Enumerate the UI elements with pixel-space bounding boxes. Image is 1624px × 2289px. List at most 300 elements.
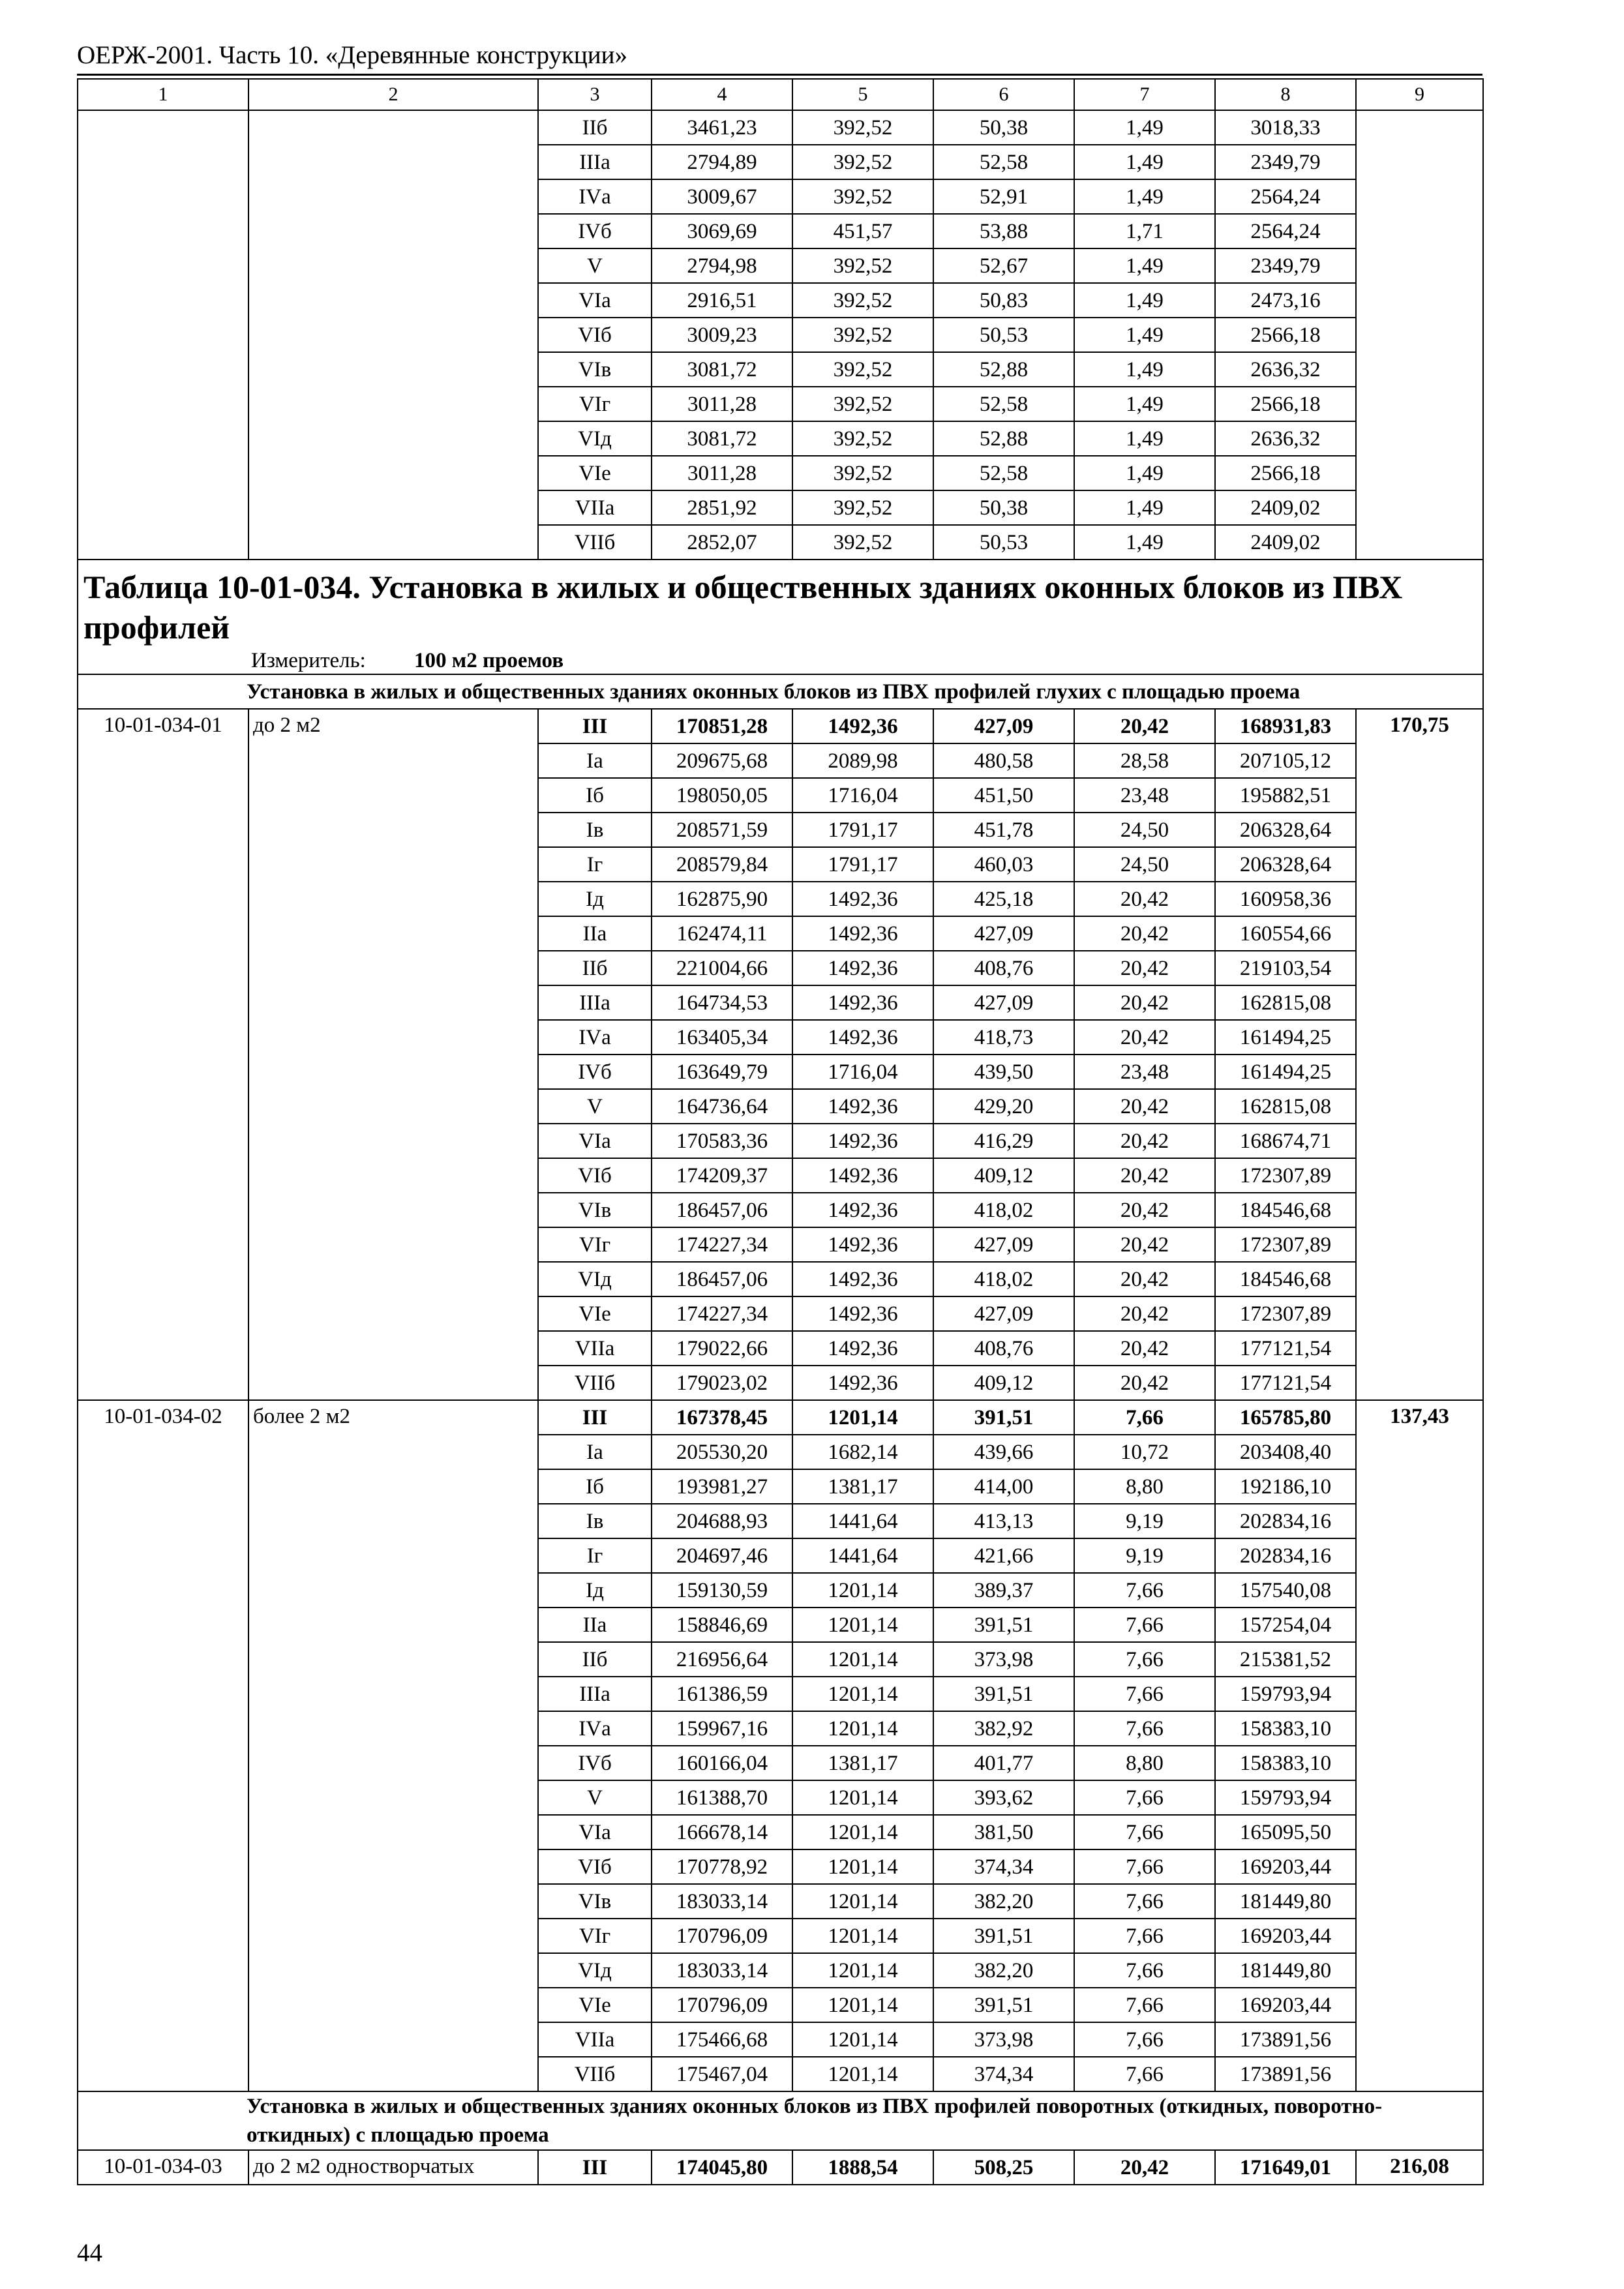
table-cell: 427,09 [933,1227,1074,1262]
table-cell: 392,52 [792,179,933,214]
table-cell: 2409,02 [1215,525,1356,560]
table-cell: 418,02 [933,1193,1074,1227]
table-cell: 1201,14 [792,1677,933,1711]
table-cell: 174209,37 [652,1158,792,1193]
table-cell: 1,49 [1074,490,1215,525]
table-cell: 391,51 [933,1400,1074,1435]
table-cell: 50,53 [933,525,1074,560]
table-cell: 2566,18 [1215,456,1356,490]
table-cell: 1682,14 [792,1435,933,1469]
table-cell: 219103,54 [1215,951,1356,985]
table-cell: 9,19 [1074,1504,1215,1538]
table-cell: VIе [538,1988,652,2022]
table-cell: 1,49 [1074,145,1215,179]
table-cell: 161494,25 [1215,1055,1356,1089]
table-cell: 7,66 [1074,1884,1215,1919]
table-cell: 7,66 [1074,1400,1215,1435]
table-cell: 413,13 [933,1504,1074,1538]
table-cell: 7,66 [1074,1953,1215,1988]
table-cell: 1492,36 [792,1193,933,1227]
table-cell: 2566,18 [1215,318,1356,352]
table-cell: 50,83 [933,283,1074,318]
table-cell: 161388,70 [652,1780,792,1815]
table-cell: 2916,51 [652,283,792,318]
table-title: Таблица 10-01-034. Установка в жилых и общественных зданиях оконных блоков из ПВХ профилей [78,560,1483,648]
table-cell: 204697,46 [652,1538,792,1573]
table-cell: 20,42 [1074,1366,1215,1400]
table-cell: 1,49 [1074,525,1215,560]
table-cell: 1441,64 [792,1538,933,1573]
table-cell: 203408,40 [1215,1435,1356,1469]
table-cell: Iд [538,1573,652,1608]
table-cell: 3081,72 [652,352,792,387]
table-cell: 1492,36 [792,1331,933,1366]
table-cell: 1201,14 [792,1919,933,1953]
table-cell: IVб [538,1055,652,1089]
table-cell: 7,66 [1074,1919,1215,1953]
table-cell: 439,66 [933,1435,1074,1469]
table-cell: 52,58 [933,456,1074,490]
table-cell: 508,25 [933,2150,1074,2185]
table-cell: 183033,14 [652,1953,792,1988]
table-cell: 392,52 [792,456,933,490]
table-cell: 392,52 [792,352,933,387]
table-cell: 7,66 [1074,1711,1215,1746]
table-cell: 50,53 [933,318,1074,352]
table-cell: 208579,84 [652,847,792,882]
table-cell: IVа [538,179,652,214]
table-cell: 20,42 [1074,1262,1215,1296]
table-cell: 24,50 [1074,847,1215,882]
group-title-row [78,2091,1483,2150]
table-cell: 160166,04 [652,1746,792,1780]
table-cell: 174227,34 [652,1296,792,1331]
table-cell: 208571,59 [652,813,792,847]
table-cell: 374,34 [933,2057,1074,2091]
measure-value: 100 м2 проемов [414,649,564,672]
table-cell: 392,52 [792,387,933,421]
table-cell: 427,09 [933,709,1074,743]
table-cell: 1201,14 [792,2057,933,2091]
table-cell: 28,58 [1074,743,1215,778]
table-cell: 20,42 [1074,985,1215,1020]
table-cell: 1,71 [1074,214,1215,248]
table-cell: 427,09 [933,1296,1074,1331]
table-cell: 382,92 [933,1711,1074,1746]
table-cell: 392,52 [792,248,933,283]
table-cell: VIг [538,1919,652,1953]
table-cell: 158383,10 [1215,1711,1356,1746]
table-cell: 204688,93 [652,1504,792,1538]
table-cell: 168931,83 [1215,709,1356,743]
table-cell: 186457,06 [652,1262,792,1296]
table-cell: 20,42 [1074,1158,1215,1193]
table-cell: VIе [538,456,652,490]
table-cell: 165095,50 [1215,1815,1356,1849]
table-cell: III [538,2150,652,2185]
table-cell: 183033,14 [652,1884,792,1919]
table-row [78,110,1483,145]
table-cell: 167378,45 [652,1400,792,1435]
table-cell: 2564,24 [1215,179,1356,214]
table-cell: 460,03 [933,847,1074,882]
table-cell: VIв [538,1884,652,1919]
table-cell: IVа [538,1020,652,1055]
table-cell: 7,66 [1074,1988,1215,2022]
table-cell: V [538,248,652,283]
table-cell: 52,88 [933,421,1074,456]
table-cell: 23,48 [1074,778,1215,813]
table-cell: 177121,54 [1215,1331,1356,1366]
table-cell: 1492,36 [792,1158,933,1193]
table-cell: VIIб [538,2057,652,2091]
table-cell: 179023,02 [652,1366,792,1400]
table-cell: 1201,14 [792,1849,933,1884]
table-cell: 221004,66 [652,951,792,985]
table-cell: 1492,36 [792,951,933,985]
table-cell: 1791,17 [792,813,933,847]
table-cell: 159130,59 [652,1573,792,1608]
column-number: 7 [1074,79,1215,110]
table-cell: 1201,14 [792,1780,933,1815]
table-cell: IIIа [538,985,652,1020]
table-cell: 1201,14 [792,1884,933,1919]
table-cell: 408,76 [933,1331,1074,1366]
table-cell: 451,57 [792,214,933,248]
table-cell: 20,42 [1074,916,1215,951]
table-cell: VIб [538,1158,652,1193]
group-title-row [78,674,1483,709]
table-title-row [78,560,1483,648]
table-cell: VIб [538,318,652,352]
table-cell: 216956,64 [652,1642,792,1677]
table-cell: 20,42 [1074,2150,1215,2185]
table-cell: 392,52 [792,145,933,179]
table-cell: 173891,56 [1215,2022,1356,2057]
table-cell: 373,98 [933,1642,1074,1677]
table-cell: Iд [538,882,652,916]
table-cell: 52,88 [933,352,1074,387]
table-cell: VIIа [538,2022,652,2057]
table-cell: 391,51 [933,1988,1074,2022]
table-cell: Iв [538,813,652,847]
table-cell: 382,20 [933,1884,1074,1919]
table-cell: 2636,32 [1215,352,1356,387]
table-cell: 174045,80 [652,2150,792,2185]
table-cell: 23,48 [1074,1055,1215,1089]
table-cell: IVб [538,1746,652,1780]
table-cell: 392,52 [792,525,933,560]
table-cell: V [538,1089,652,1124]
table-cell: 427,09 [933,916,1074,951]
table-cell: 429,20 [933,1089,1074,1124]
table-cell: 7,66 [1074,2057,1215,2091]
table-cell: Iа [538,743,652,778]
table-cell: 7,66 [1074,1849,1215,1884]
table-cell: 207105,12 [1215,743,1356,778]
table-cell: IVб [538,214,652,248]
table-cell: 170796,09 [652,1988,792,2022]
table-cell: 1201,14 [792,1642,933,1677]
table-cell: 392,52 [792,283,933,318]
table-cell: 20,42 [1074,951,1215,985]
table-cell: 392,52 [792,421,933,456]
table-cell: 1201,14 [792,1953,933,1988]
table-cell: Iб [538,778,652,813]
table-cell: 20,42 [1074,1296,1215,1331]
table-cell: 2636,32 [1215,421,1356,456]
table-cell: 2852,07 [652,525,792,560]
table-cell: 3009,67 [652,179,792,214]
table-cell: 195882,51 [1215,778,1356,813]
table-cell: 20,42 [1074,709,1215,743]
table-cell: 20,42 [1074,1193,1215,1227]
table-cell: 382,20 [933,1953,1074,1988]
table-cell: 20,42 [1074,1124,1215,1158]
table-cell: 50,38 [933,110,1074,145]
table-cell: 20,42 [1074,1227,1215,1262]
continuation-code-cell [78,110,248,560]
table-cell: 1716,04 [792,1055,933,1089]
table-cell: 414,00 [933,1469,1074,1504]
table-cell: V [538,1780,652,1815]
table-cell: 169203,44 [1215,1849,1356,1884]
table-row [78,2150,1483,2185]
table-cell: 1492,36 [792,1366,933,1400]
table-cell: 164734,53 [652,985,792,1020]
table-cell: 416,29 [933,1124,1074,1158]
table-cell: 418,73 [933,1020,1074,1055]
item-name: до 2 м2 [248,709,538,1400]
labor-cost-cell: 170,75 [1356,709,1483,1400]
column-number: 6 [933,79,1074,110]
item-name: до 2 м2 одностворчатых [248,2150,538,2185]
table-cell: VIа [538,1815,652,1849]
table-cell: 381,50 [933,1815,1074,1849]
table-cell: 3018,33 [1215,110,1356,145]
table-cell: 2566,18 [1215,387,1356,421]
table-cell: 2564,24 [1215,214,1356,248]
table-cell: 1381,17 [792,1469,933,1504]
table-cell: 161494,25 [1215,1020,1356,1055]
table-cell: 215381,52 [1215,1642,1356,1677]
table-cell: VIв [538,1193,652,1227]
table-cell: 480,58 [933,743,1074,778]
running-header: ОЕРЖ-2001. Часть 10. «Деревянные конструкции» [77,41,628,69]
table-cell: 1201,14 [792,1608,933,1642]
table-cell: VIб [538,1849,652,1884]
table-cell: 172307,89 [1215,1296,1356,1331]
table-cell: 1492,36 [792,882,933,916]
table-cell: 1492,36 [792,1296,933,1331]
table-cell: 177121,54 [1215,1366,1356,1400]
table-cell: 1492,36 [792,1227,933,1262]
table-cell: 1,49 [1074,318,1215,352]
table-cell: 162815,08 [1215,985,1356,1020]
table-cell: 173891,56 [1215,2057,1356,2091]
table-cell: 427,09 [933,985,1074,1020]
group-title: Установка в жилых и общественных зданиях оконных блоков из ПВХ профилей поворотных (откидных, поворотно-откидных) с площадью проема [78,2091,1483,2150]
table-cell: 8,80 [1074,1469,1215,1504]
table-cell: 1201,14 [792,1400,933,1435]
table-cell: 3461,23 [652,110,792,145]
table-cell: VIIа [538,1331,652,1366]
table-cell: 1888,54 [792,2150,933,2185]
table-cell: 392,52 [792,490,933,525]
table-cell: 391,51 [933,1677,1074,1711]
table-cell: 206328,64 [1215,813,1356,847]
table-cell: 163405,34 [652,1020,792,1055]
table-cell: 2851,92 [652,490,792,525]
table-cell: IIIа [538,145,652,179]
table-cell: 158846,69 [652,1608,792,1642]
table-cell: 205530,20 [652,1435,792,1469]
table-cell: 1201,14 [792,1711,933,1746]
table-cell: 20,42 [1074,1020,1215,1055]
table-cell: 159793,94 [1215,1780,1356,1815]
table-cell: 209675,68 [652,743,792,778]
table-cell: Iб [538,1469,652,1504]
table-cell: III [538,1400,652,1435]
table-cell: VIа [538,283,652,318]
table-cell: 9,19 [1074,1538,1215,1573]
table-cell: 409,12 [933,1158,1074,1193]
group-title: Установка в жилых и общественных зданиях оконных блоков из ПВХ профилей глухих с площадью проема [78,674,1483,709]
table-cell: 1,49 [1074,456,1215,490]
labor-cost-cell: 216,08 [1356,2150,1483,2185]
table-cell: 202834,16 [1215,1504,1356,1538]
table-cell: 186457,06 [652,1193,792,1227]
measure-cell [78,648,1483,674]
item-code: 10-01-034-03 [78,2150,248,2185]
table-cell: VIд [538,1953,652,1988]
table-cell: 439,50 [933,1055,1074,1089]
table-cell: 392,52 [792,318,933,352]
table-cell: 391,51 [933,1919,1074,1953]
column-number: 2 [248,79,538,110]
rates-table [77,78,1484,2185]
table-cell: VIд [538,421,652,456]
table-cell: IIб [538,951,652,985]
table-cell: 408,76 [933,951,1074,985]
table-cell: 1201,14 [792,1573,933,1608]
table-cell: VIд [538,1262,652,1296]
table-cell: 162815,08 [1215,1089,1356,1124]
table-cell: 374,34 [933,1849,1074,1884]
measure-label: Измеритель: [251,649,366,672]
table-cell: 1,49 [1074,179,1215,214]
column-number: 3 [538,79,652,110]
table-cell: 1201,14 [792,1988,933,2022]
table-cell: 7,66 [1074,1608,1215,1642]
table-cell: 7,66 [1074,2022,1215,2057]
table-cell: 171649,01 [1215,2150,1356,2185]
table-cell: 170851,28 [652,709,792,743]
table-cell: 392,52 [792,110,933,145]
table-cell: 451,50 [933,778,1074,813]
table-cell: 393,62 [933,1780,1074,1815]
table-cell: 2794,89 [652,145,792,179]
table-cell: 181449,80 [1215,1953,1356,1988]
table-cell: 161386,59 [652,1677,792,1711]
table-cell: IVа [538,1711,652,1746]
page-number: 44 [77,2239,102,2267]
table-cell: 7,66 [1074,1780,1215,1815]
table-cell: VIа [538,1124,652,1158]
table-cell: 1492,36 [792,1124,933,1158]
table-cell: 166678,14 [652,1815,792,1849]
table-cell: III [538,709,652,743]
table-cell: VIIб [538,1366,652,1400]
table-cell: 1492,36 [792,1020,933,1055]
table-cell: 2409,02 [1215,490,1356,525]
table-cell: 159967,16 [652,1711,792,1746]
table-cell: 7,66 [1074,1677,1215,1711]
table-cell: 172307,89 [1215,1227,1356,1262]
table-cell: 184546,68 [1215,1193,1356,1227]
table-cell: 175467,04 [652,2057,792,2091]
table-cell: 20,42 [1074,1089,1215,1124]
table-cell: 175466,68 [652,2022,792,2057]
table-cell: 8,80 [1074,1746,1215,1780]
table-cell: 1492,36 [792,1262,933,1296]
table-cell: 168674,71 [1215,1124,1356,1158]
table-cell: 174227,34 [652,1227,792,1262]
table-cell: 162875,90 [652,882,792,916]
table-cell: IIб [538,1642,652,1677]
item-name: более 2 м2 [248,1400,538,2091]
table-cell: 157254,04 [1215,1608,1356,1642]
table-cell: Iг [538,847,652,882]
table-cell: 401,77 [933,1746,1074,1780]
table-cell: 202834,16 [1215,1538,1356,1573]
table-cell: 24,50 [1074,813,1215,847]
table-cell: 2089,98 [792,743,933,778]
table-cell: 1791,17 [792,847,933,882]
table-cell: 1381,17 [792,1746,933,1780]
table-cell: 1492,36 [792,916,933,951]
table-cell: 1492,36 [792,1089,933,1124]
table-cell: 160554,66 [1215,916,1356,951]
table-cell: 52,67 [933,248,1074,283]
table-cell: VIг [538,1227,652,1262]
table-cell: 52,58 [933,387,1074,421]
table-cell: 53,88 [933,214,1074,248]
table-cell: Iв [538,1504,652,1538]
table-cell: 193981,27 [652,1469,792,1504]
item-code: 10-01-034-02 [78,1400,248,2091]
table-cell: 198050,05 [652,778,792,813]
table-cell: 421,66 [933,1538,1074,1573]
table-cell: 206328,64 [1215,847,1356,882]
table-cell: Iг [538,1538,652,1573]
table-cell: 7,66 [1074,1815,1215,1849]
table-cell: 169203,44 [1215,1988,1356,2022]
table-cell: 164736,64 [652,1089,792,1124]
table-cell: VIг [538,387,652,421]
table-cell: VIIа [538,490,652,525]
table-cell: 184546,68 [1215,1262,1356,1296]
column-number: 4 [652,79,792,110]
table-cell: VIе [538,1296,652,1331]
table-cell: 52,58 [933,145,1074,179]
table-cell: IIб [538,110,652,145]
table-cell: 50,38 [933,490,1074,525]
table-cell: Iа [538,1435,652,1469]
table-cell: 1,49 [1074,387,1215,421]
table-cell: 1,49 [1074,283,1215,318]
table-row [78,709,1483,743]
